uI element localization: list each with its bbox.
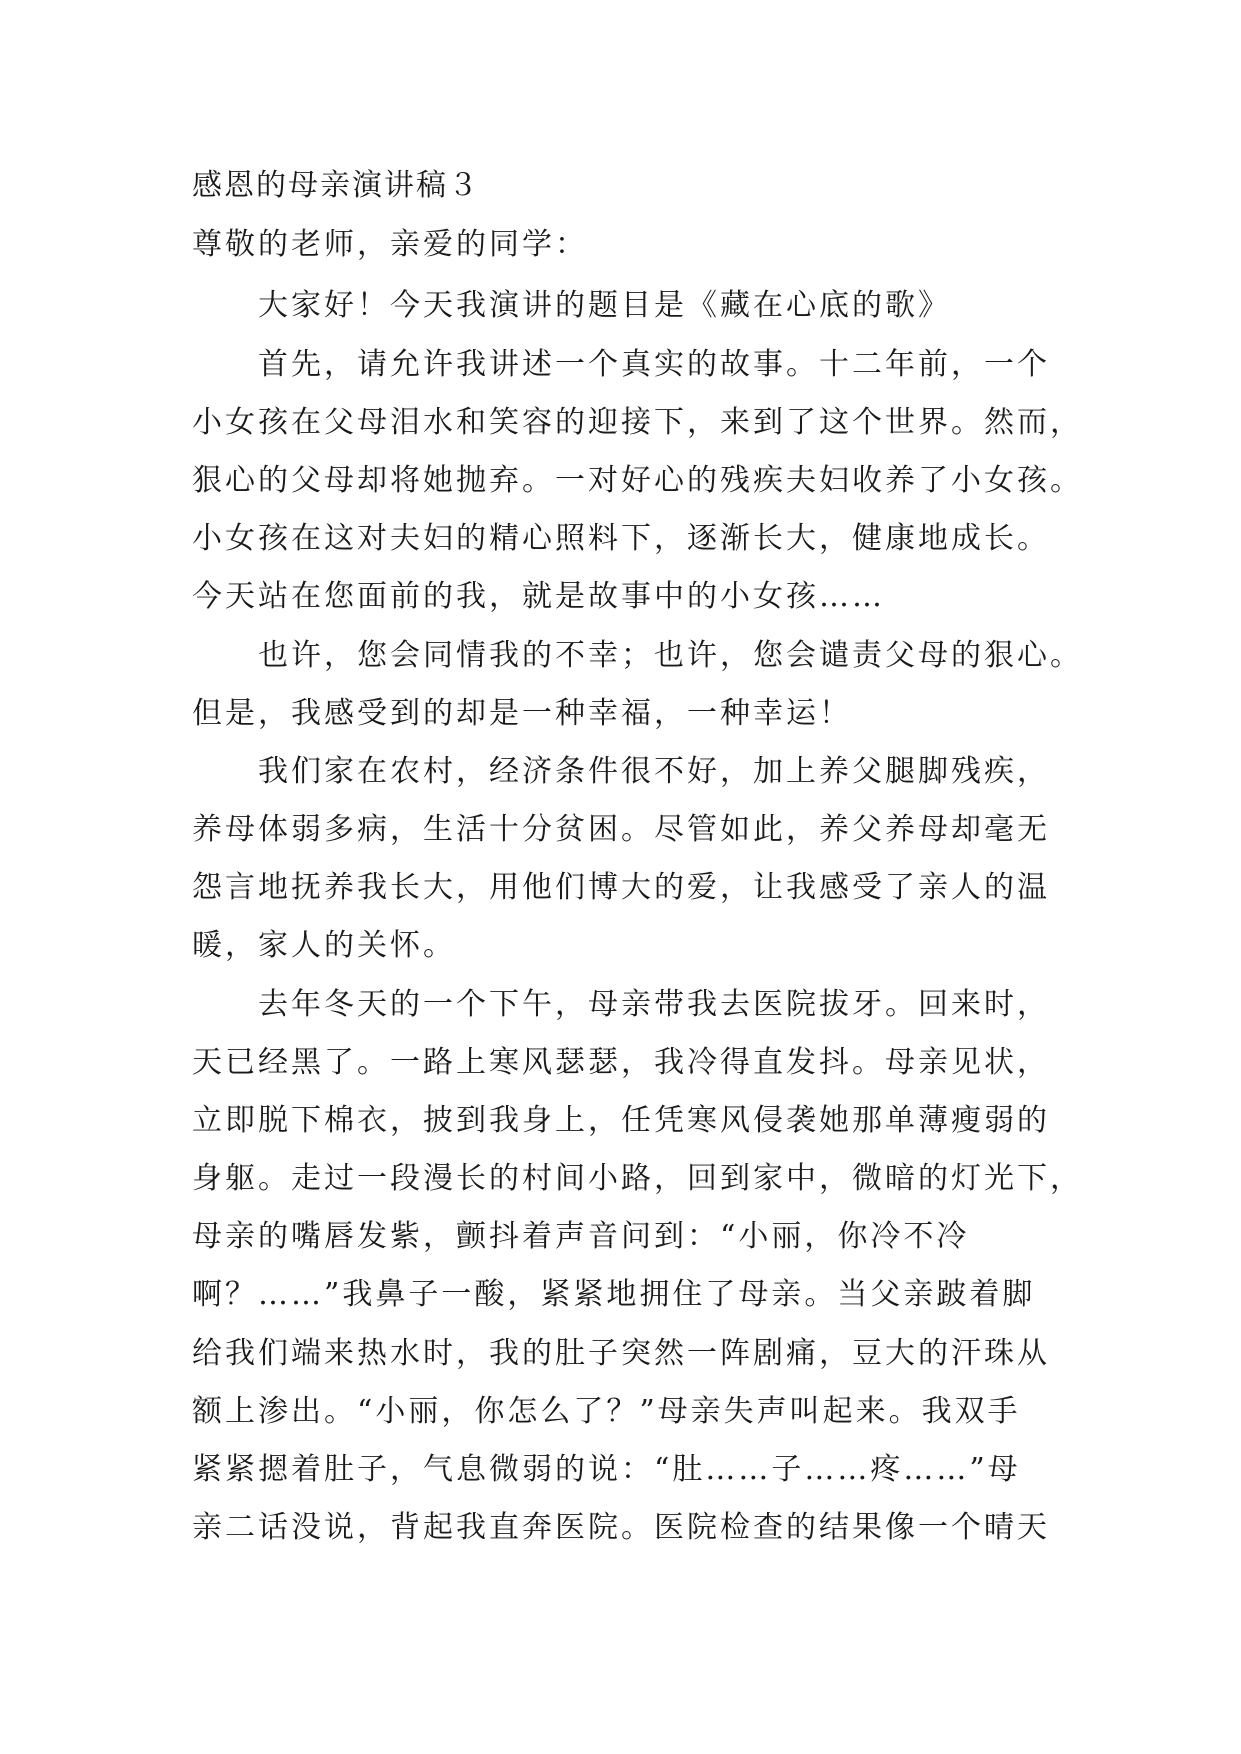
paragraph-line: 我们家在农村，经济条件很不好，加上养父腿脚残疾，	[258, 754, 1050, 789]
paragraph-line: 额上渗出。“小丽，你怎么了？”母亲失声叫起来。我双手	[192, 1394, 1021, 1429]
paragraph-line: 亲二话没说，背起我直奔医院。医院检查的结果像一个晴天	[192, 1510, 1050, 1545]
paragraph-line: 狠心的父母却将她抛弃。一对好心的残疾夫妇收养了小女孩。	[192, 463, 1083, 498]
paragraph-line: 小女孩在这对夫妇的精心照料下，逐渐长大，健康地成长。	[192, 521, 1050, 556]
paragraph-line: 母亲的嘴唇发紫，颤抖着声音问到：“小丽，你冷不冷	[192, 1219, 970, 1254]
salutation: 尊敬的老师，亲爱的同学：	[192, 227, 588, 262]
paragraph-line: 身躯。走过一段漫长的村间小路，回到家中，微暗的灯光下，	[192, 1161, 1083, 1196]
document-title: 感恩的母亲演讲稿３	[192, 168, 480, 203]
paragraph-line: 大家好！今天我演讲的题目是《藏在心底的歌》	[258, 288, 951, 323]
paragraph-line: 首先，请允许我讲述一个真实的故事。十二年前，一个	[258, 347, 1050, 382]
paragraph-line: 今天站在您面前的我，就是故事中的小女孩……	[192, 579, 885, 614]
paragraph-line: 也许，您会同情我的不幸；也许，您会谴责父母的狠心。	[258, 638, 1083, 673]
paragraph-line: 紧紧摁着肚子，气息微弱的说：“肚……子……疼……”母	[192, 1452, 1021, 1487]
paragraph-line: 天已经黑了。一路上寒风瑟瑟，我冷得直发抖。母亲见状，	[192, 1045, 1050, 1080]
paragraph-line: 立即脱下棉衣，披到我身上，任凭寒风侵袭她那单薄瘦弱的	[192, 1103, 1050, 1138]
paragraph-line: 养母体弱多病，生活十分贫困。尽管如此，养父养母却毫无	[192, 812, 1050, 847]
paragraph-line: 怨言地抚养我长大，用他们博大的爱，让我感受了亲人的温	[192, 870, 1050, 905]
paragraph-line: 暖，家人的关怀。	[192, 928, 456, 963]
paragraph-line: 给我们端来热水时，我的肚子突然一阵剧痛，豆大的汗珠从	[192, 1336, 1050, 1371]
paragraph-line: 去年冬天的一个下午，母亲带我去医院拔牙。回来时，	[258, 987, 1050, 1022]
paragraph-line: 小女孩在父母泪水和笑容的迎接下，来到了这个世界。然而，	[192, 405, 1083, 440]
paragraph-line: 但是，我感受到的却是一种幸福，一种幸运！	[192, 696, 852, 731]
paragraph-line: 啊？……”我鼻子一酸，紧紧地拥住了母亲。当父亲跛着脚	[192, 1277, 1036, 1312]
